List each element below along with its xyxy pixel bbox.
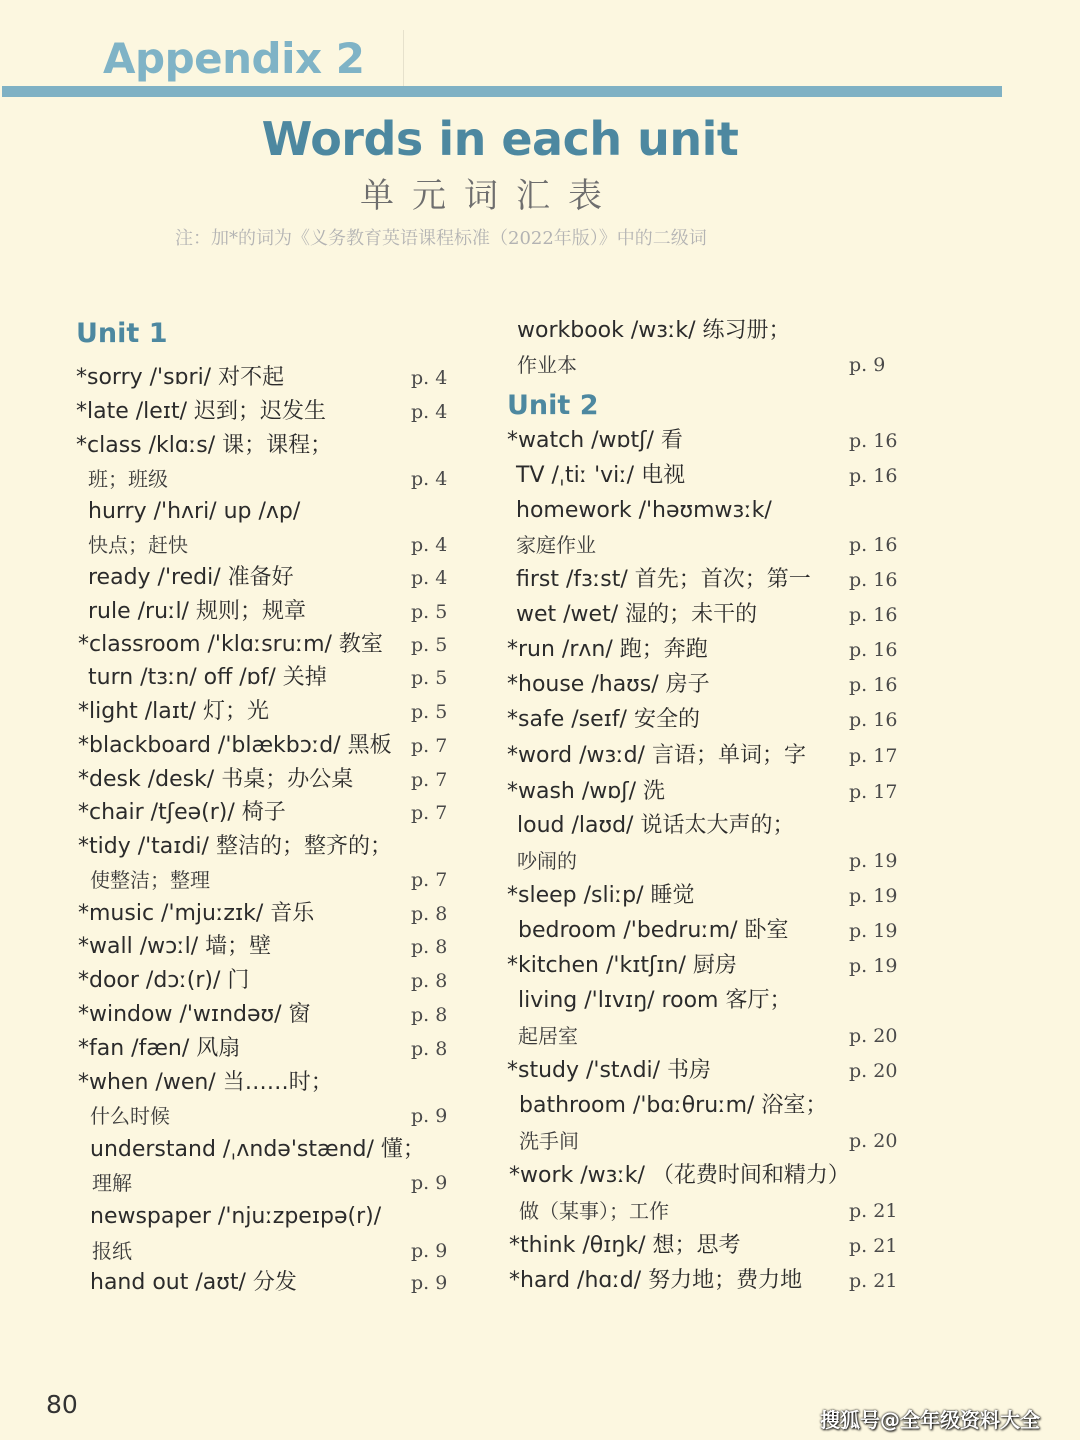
unit1-word-page-ref: p. 9 bbox=[411, 1240, 448, 1262]
unit1-word-entry: 班；班级 bbox=[88, 467, 168, 491]
unit1-word-entry: hurry /'hʌri/ up /ʌp/ bbox=[88, 499, 301, 524]
unit-heading-2: Unit 2 bbox=[507, 390, 599, 421]
page-title-chinese: 单元词汇表 bbox=[360, 176, 620, 216]
unit2-word-entry: *watch /wɒtʃ/ 看 bbox=[507, 428, 683, 453]
title-rule bbox=[2, 86, 1002, 97]
unit2-word-page-ref: p. 19 bbox=[849, 955, 898, 977]
unit2-word-entry: *safe /seɪf/ 安全的 bbox=[507, 707, 700, 732]
unit2-word-entry: workbook /wɜːk/ 练习册； bbox=[517, 318, 791, 343]
unit1-word-page-ref: p. 8 bbox=[411, 936, 448, 958]
unit1-word-page-ref: p. 7 bbox=[411, 735, 448, 757]
unit2-word-page-ref: p. 17 bbox=[849, 745, 898, 767]
unit1-word-page-ref: p. 9 bbox=[411, 1105, 448, 1127]
unit2-word-entry: *hard /hɑːd/ 努力地；费力地 bbox=[509, 1268, 803, 1293]
unit1-word-entry: *blackboard /'blækbɔːd/ 黑板 bbox=[78, 733, 392, 758]
unit1-word-page-ref: p. 8 bbox=[411, 1004, 448, 1026]
unit2-word-page-ref: p. 16 bbox=[849, 534, 898, 556]
unit1-word-entry: *tidy /'taɪdi/ 整洁的；整齐的； bbox=[78, 834, 392, 859]
unit2-word-page-ref: p. 21 bbox=[849, 1235, 898, 1257]
unit1-word-page-ref: p. 9 bbox=[411, 1172, 448, 1194]
unit2-word-entry: TV /ˌtiː 'viː/ 电视 bbox=[516, 463, 686, 488]
unit1-word-entry: *classroom /'klɑːsruːm/ 教室 bbox=[78, 632, 383, 657]
unit2-word-entry: *sleep /sliːp/ 睡觉 bbox=[507, 883, 695, 908]
unit1-word-entry: ready /'redi/ 准备好 bbox=[88, 565, 294, 590]
unit1-word-entry: newspaper /'njuːzpeɪpə(r)/ bbox=[90, 1204, 382, 1229]
unit2-word-page-ref: p. 20 bbox=[849, 1130, 898, 1152]
note: 注：加*的词为《义务教育英语课程标准（2022年版）》中的二级词 bbox=[175, 228, 707, 249]
unit2-word-page-ref: p. 19 bbox=[849, 850, 898, 872]
unit1-word-entry: *when /wen/ 当……时； bbox=[78, 1070, 333, 1095]
unit1-word-entry: 报纸 bbox=[92, 1239, 132, 1263]
unit2-word-page-ref: p. 19 bbox=[849, 920, 898, 942]
unit1-word-page-ref: p. 7 bbox=[411, 769, 448, 791]
unit2-word-entry: 洗手间 bbox=[519, 1129, 579, 1153]
unit1-word-page-ref: p. 7 bbox=[411, 869, 448, 891]
unit1-word-page-ref: p. 7 bbox=[411, 802, 448, 824]
page-number: 80 bbox=[46, 1390, 78, 1419]
unit2-word-entry: homework /'həʊmwɜːk/ bbox=[516, 498, 772, 523]
unit2-word-page-ref: p. 16 bbox=[849, 569, 898, 591]
unit1-word-entry: understand /ˌʌndə'stænd/ 懂； bbox=[90, 1137, 425, 1162]
unit1-word-page-ref: p. 4 bbox=[411, 468, 448, 490]
unit1-word-entry: *fan /fæn/ 风扇 bbox=[78, 1036, 241, 1061]
unit2-word-entry: loud /laʊd/ 说话太大声的； bbox=[517, 813, 795, 838]
unit2-word-page-ref: p. 16 bbox=[849, 604, 898, 626]
watermark: 搜狐号@全年级资料大全 bbox=[820, 1408, 1040, 1432]
unit1-word-entry: *window /'wɪndəʊ/ 窗 bbox=[78, 1002, 311, 1027]
unit1-word-page-ref: p. 8 bbox=[411, 1038, 448, 1060]
unit1-word-page-ref: p. 8 bbox=[411, 903, 448, 925]
unit2-word-entry: *study /'stʌdi/ 书房 bbox=[507, 1058, 712, 1083]
unit1-word-entry: *light /laɪt/ 灯；光 bbox=[78, 699, 269, 724]
unit2-word-entry: bedroom /'bedruːm/ 卧室 bbox=[518, 918, 789, 943]
unit1-word-entry: rule /ruːl/ 规则；规章 bbox=[88, 599, 306, 624]
unit1-word-page-ref: p. 4 bbox=[411, 367, 448, 389]
unit2-word-entry: 做（某事）；工作 bbox=[519, 1199, 669, 1223]
unit2-word-entry: wet /wet/ 湿的；未干的 bbox=[516, 602, 758, 627]
unit2-word-page-ref: p. 16 bbox=[849, 639, 898, 661]
unit2-word-entry: 起居室 bbox=[518, 1024, 578, 1048]
unit1-word-entry: *chair /tʃeə(r)/ 椅子 bbox=[78, 800, 286, 825]
unit1-word-page-ref: p. 5 bbox=[411, 701, 448, 723]
unit2-word-entry: *house /haʊs/ 房子 bbox=[507, 672, 710, 697]
unit1-word-entry: turn /tɜːn/ off /ɒf/ 关掉 bbox=[88, 665, 327, 690]
unit2-word-page-ref: p. 16 bbox=[849, 465, 898, 487]
unit2-word-page-ref: p. 21 bbox=[849, 1200, 898, 1222]
unit1-word-page-ref: p. 4 bbox=[411, 534, 448, 556]
unit1-word-page-ref: p. 4 bbox=[411, 567, 448, 589]
unit2-word-entry: first /fɜːst/ 首先；首次；第一 bbox=[516, 567, 811, 592]
unit1-word-entry: *sorry /'sɒri/ 对不起 bbox=[76, 365, 285, 390]
unit1-word-entry: hand out /aʊt/ 分发 bbox=[90, 1270, 297, 1295]
unit2-word-entry: 作业本 bbox=[517, 353, 577, 377]
unit2-word-page-ref: p. 9 bbox=[849, 354, 886, 376]
unit2-word-entry: *work /wɜːk/ （花费时间和精力） bbox=[509, 1163, 850, 1188]
unit1-word-page-ref: p. 5 bbox=[411, 667, 448, 689]
unit1-word-page-ref: p. 4 bbox=[411, 401, 448, 423]
unit1-word-page-ref: p. 5 bbox=[411, 601, 448, 623]
unit1-word-entry: *class /klɑːs/ 课；课程； bbox=[76, 433, 333, 458]
unit1-word-entry: *late /leɪt/ 迟到；迟发生 bbox=[76, 399, 327, 424]
unit1-word-entry: *door /dɔː(r)/ 门 bbox=[78, 968, 250, 993]
unit2-word-page-ref: p. 16 bbox=[849, 674, 898, 696]
unit2-word-page-ref: p. 16 bbox=[849, 430, 898, 452]
unit-heading-1: Unit 1 bbox=[76, 318, 168, 349]
unit2-word-entry: 家庭作业 bbox=[516, 533, 596, 557]
vertical-divider bbox=[403, 30, 404, 86]
unit2-word-entry: *think /θɪŋk/ 想；思考 bbox=[509, 1233, 741, 1258]
unit1-word-entry: 使整洁；整理 bbox=[90, 868, 210, 892]
appendix-label: Appendix 2 bbox=[103, 34, 365, 83]
unit2-word-entry: *kitchen /'kɪtʃɪn/ 厨房 bbox=[507, 953, 737, 978]
unit1-word-entry: *music /'mjuːzɪk/ 音乐 bbox=[78, 901, 315, 926]
unit1-word-entry: *wall /wɔːl/ 墙；壁 bbox=[78, 934, 272, 959]
unit2-word-page-ref: p. 20 bbox=[849, 1025, 898, 1047]
unit2-word-page-ref: p. 16 bbox=[849, 709, 898, 731]
unit2-word-page-ref: p. 19 bbox=[849, 885, 898, 907]
unit1-word-entry: 理解 bbox=[92, 1171, 132, 1195]
unit2-word-entry: *word /wɜːd/ 言语；单词；字 bbox=[507, 743, 806, 768]
unit1-word-page-ref: p. 9 bbox=[411, 1272, 448, 1294]
page-title: Words in each unit bbox=[261, 112, 739, 166]
unit1-word-entry: *desk /desk/ 书桌；办公桌 bbox=[78, 767, 354, 792]
unit2-word-entry: *wash /wɒʃ/ 洗 bbox=[507, 779, 666, 804]
unit2-word-entry: bathroom /'bɑːθruːm/ 浴室； bbox=[519, 1093, 828, 1118]
unit1-word-page-ref: p. 8 bbox=[411, 970, 448, 992]
unit2-word-entry: living /'lɪvɪŋ/ room 客厅； bbox=[518, 988, 792, 1013]
unit2-word-page-ref: p. 21 bbox=[849, 1270, 898, 1292]
unit2-word-page-ref: p. 20 bbox=[849, 1060, 898, 1082]
unit1-word-entry: 什么时候 bbox=[90, 1104, 170, 1128]
unit2-word-entry: *run /rʌn/ 跑；奔跑 bbox=[507, 637, 708, 662]
unit1-word-entry: 快点；赶快 bbox=[88, 533, 188, 557]
unit2-word-page-ref: p. 17 bbox=[849, 781, 898, 803]
unit1-word-page-ref: p. 5 bbox=[411, 634, 448, 656]
unit2-word-entry: 吵闹的 bbox=[517, 849, 577, 873]
